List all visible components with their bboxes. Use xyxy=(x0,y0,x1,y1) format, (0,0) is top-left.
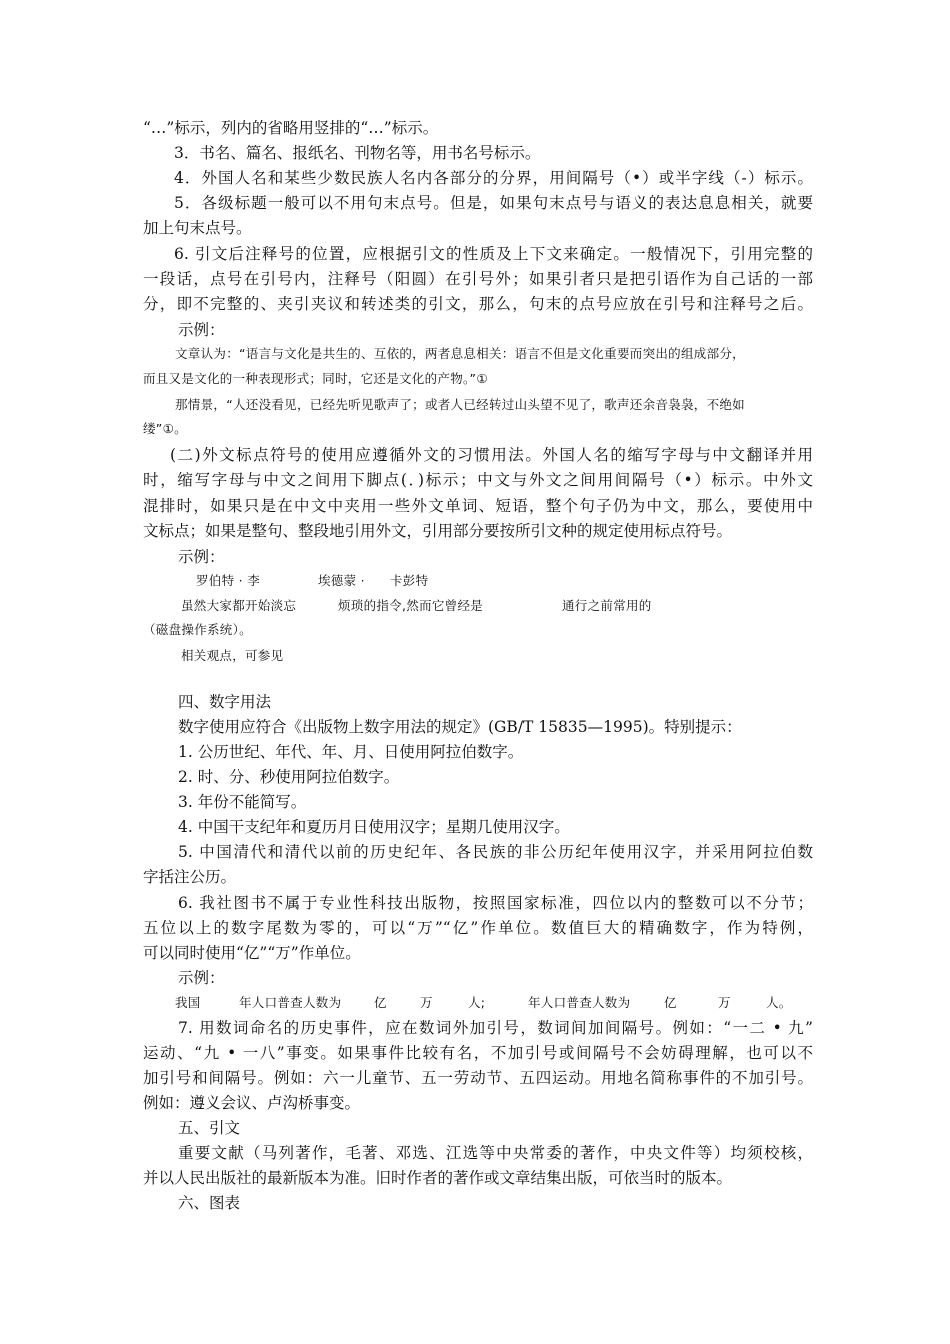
list-item-4: 4．外国人名和某些少数民族人名内各部分的分界，用间隔号（•）或半字线（-）标示。 xyxy=(174,169,813,187)
text-line: 可以同时使用“亿”“万”作单位。 xyxy=(143,944,361,962)
example-text: 罗伯特 · 李 xyxy=(196,573,261,588)
text-line: 运动、“九 • 一八”事变。如果事件比较有名，不加引号或间隔号不会妨碍理解，也可以不 xyxy=(143,1044,813,1062)
text-line: 重要文献（马列著作，毛著、邓选、江选等中央常委的著作，中央文件等）均须校核， xyxy=(178,1144,813,1162)
example-text: 亿 xyxy=(664,995,677,1010)
example-text: 万 xyxy=(420,995,433,1010)
example-text: 虽然大家都开始淡忘 xyxy=(181,598,297,613)
text-line: 加上句末点号。 xyxy=(143,219,252,237)
example-text: 相关观点，可参见 xyxy=(181,648,284,663)
text-line: 时，缩写字母与中文之间用下脚点(．)标示；中文与外文之间用间隔号（•）标示。中外文 xyxy=(143,471,813,489)
example-text: 文章认为：“语言与文化是共生的、互依的，两者息息相关：语言不但是文化重要而突出的组成部分， xyxy=(175,346,745,361)
list-item-1: 1. 公历世纪、年代、年、月、日使用阿拉伯数字。 xyxy=(178,743,524,761)
example-text: （磁盘操作系统）。 xyxy=(143,622,252,637)
text-line: 字括注公历。 xyxy=(143,868,237,886)
example-label: 示例： xyxy=(178,321,225,339)
example-label: 示例： xyxy=(178,969,225,987)
list-item-6: 6. 引文后注释号的位置，应根据引文的性质及上下文来确定。一般情况下，引用完整的 xyxy=(174,245,813,263)
list-item-6: 6. 我社图书不属于专业性科技出版物，按照国家标准，四位以内的整数可以不分节； xyxy=(178,894,813,912)
text-line: 一段话，点号在引号内，注释号（阳圆）在引号外；如果引者只是把引语作为自己话的一部 xyxy=(143,270,813,288)
list-item-3: 3．书名、篇名、报纸名、刊物名等，用书名号标示。 xyxy=(174,144,541,162)
section-heading: 六、图表 xyxy=(178,1194,241,1212)
text-line: 并以人民出版社的最新版本为准。旧时作者的著作或文章结集出版，可依当时的版本。 xyxy=(143,1169,733,1187)
list-item-2: 2. 时、分、秒使用阿拉伯数字。 xyxy=(178,768,400,786)
list-item-7: 7. 用数词命名的历史事件，应在数词外加引号，数词间加间隔号。例如：“一二 • 九” xyxy=(178,1019,813,1037)
text-line: 加引号和间隔号。例如：六一儿童节、五一劳动节、五四运动。用地名简称事件的不加引号。 xyxy=(143,1069,813,1087)
example-text: 埃德蒙 · xyxy=(318,573,365,588)
example-label: 示例： xyxy=(178,548,225,566)
example-text: 卡彭特 xyxy=(390,573,429,588)
example-text: 年人口普查人数为 xyxy=(528,995,631,1010)
section-heading: 四、数字用法 xyxy=(178,693,272,711)
example-text: 通行之前常用的 xyxy=(562,598,652,613)
example-text: 缕”①。 xyxy=(143,421,187,436)
list-item-5: 5. 中国清代和清代以前的历史纪年、各民族的非公历纪年使用汉字，并采用阿拉伯数 xyxy=(178,843,813,861)
example-text: 人; xyxy=(468,995,486,1010)
text-line: 五位以上的数字尾数为零的，可以“万”“亿”作单位。数值巨大的精确数字，作为特例， xyxy=(143,919,813,937)
text-line: 分，即不完整的、夹引夹议和转述类的引文，那么，句末的点号应放在引号和注释号之后。 xyxy=(143,295,813,313)
example-text: 而且又是文化的一种表现形式；同时，它还是文化的产物。”① xyxy=(143,371,488,386)
list-item-5: 5．各级标题一般可以不用句末点号。但是，如果句末点号与语义的表达息息相关，就要 xyxy=(174,194,813,212)
text-line: 数字使用应符合《出版物上数字用法的规定》(GB/T 15835—1995)。特别提示： xyxy=(178,718,742,736)
example-text: 我国 xyxy=(175,995,201,1010)
example-text: 烦琐的指令,然而它曾经是 xyxy=(338,598,484,613)
section-paragraph: (二)外文标点符号的使用应遵循外文的习惯用法。外国人名的缩写字母与中文翻译并用 xyxy=(170,446,813,464)
example-text: 人。 xyxy=(766,995,792,1010)
example-text: 那情景，“人还没看见，已经先听见歌声了；或者人已经转过山头望不见了，歌声还余音袅袅，不绝如 xyxy=(175,397,745,412)
list-item-3: 3. 年份不能简写。 xyxy=(178,793,307,811)
text-line: 例如：遵义会议、卢沟桥事变。 xyxy=(143,1094,361,1112)
text-line: “…”标示，列内的省略用竖排的“…”标示。 xyxy=(143,119,439,137)
section-heading: 五、引文 xyxy=(178,1119,241,1137)
example-text: 万 xyxy=(718,995,731,1010)
text-line: 混排时，如果只是在中文中夹用一些外文单词、短语，整个句子仍为中文，那么，要使用中 xyxy=(143,497,813,515)
list-item-4: 4. 中国干支纪年和夏历月日使用汉字；星期几使用汉字。 xyxy=(178,818,570,836)
example-text: 亿 xyxy=(374,995,387,1010)
text-line: 文标点；如果是整句、整段地引用外文，引用部分要按所引文种的规定使用标点符号。 xyxy=(143,522,733,540)
example-text: 年人口普查人数为 xyxy=(239,995,342,1010)
